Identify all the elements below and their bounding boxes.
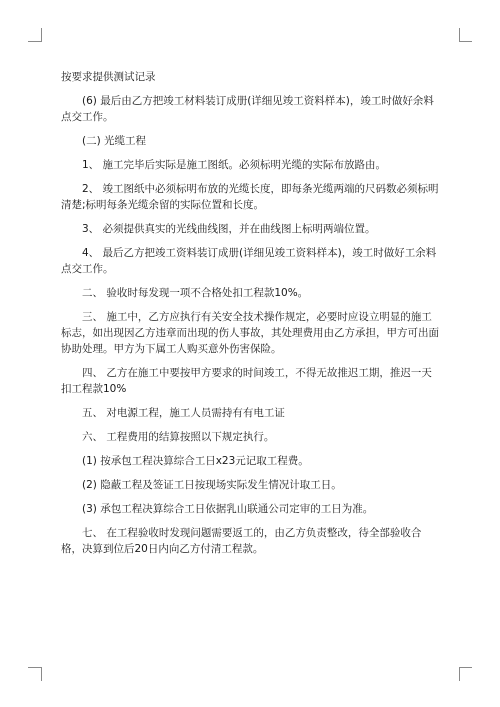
section-heading: (二) 光缆工程 (82, 135, 147, 147)
paragraph: (6) 最后由乙方把竣工材料装订成册(详细见竣工资料样本)，竣工时做好余料点交工作。 (61, 95, 434, 123)
list-item: (3) 承包工程决算综合工日依据乳山联通公司定审的工日为准。 (82, 503, 374, 515)
paragraph: 四、 乙方在施工中要按甲方要求的时间竣工，不得无故推迟工期，推迟一天扣工程款10% (61, 367, 432, 395)
paragraph: 4、 最后乙方把竣工资料装订成册(详细见竣工资料样本)，竣工时做好工余料点交工作。 (61, 247, 437, 275)
list-item: (1) 按承包工程决算综合工日x23元记取工程费。 (82, 455, 309, 467)
crop-mark-top-right-h (459, 41, 472, 42)
crop-mark-bottom-left-v (41, 667, 42, 681)
crop-mark-top-left-v (41, 28, 42, 42)
crop-mark-bottom-right-h (459, 667, 472, 668)
crop-mark-bottom-left-h (28, 667, 41, 668)
crop-mark-top-left-h (28, 41, 41, 42)
paragraph: 七、 在工程验收时发现问题需要返工的，由乙方负责整改，待全部验收合格，决算到位后20日内向乙方付清工程款。 (61, 527, 422, 555)
paragraph: 三、 施工中，乙方应执行有关安全技术操作规定，必要时应设立明显的施工标志，如出现因乙方违章而出现的伤人事故，其处理费用由乙方承担，甲方可出面协助处理。甲方为下属工人购买意外伤害保险。 (61, 311, 439, 355)
paragraph: 六、 工程费用的结算按照以下规定执行。 (82, 431, 275, 443)
crop-mark-bottom-right-v (459, 667, 460, 681)
paragraph: 1、 施工完毕后实际是施工图纸。必须标明光缆的实际布放路由。 (82, 159, 387, 171)
document-body (61, 69, 441, 565)
crop-mark-top-right-v (459, 28, 460, 42)
list-item: (2) 隐蔽工程及签证工日按现场实际发生情况计取工日。 (82, 479, 342, 491)
paragraph: 五、 对电源工程，施工人员需持有有电工证 (82, 407, 285, 419)
paragraph: 3、 必须提供真实的光线曲线图，并在曲线图上标明两端位置。 (82, 223, 376, 235)
paragraph: 二、 验收时每发现一项不合格处扣工程款10%。 (82, 287, 309, 299)
paragraph: 2、 竣工图纸中必须标明布放的光缆长度，即每条光缆两端的尺码数必须标明清楚;标明每条光缆余留的实际位置和长度。 (61, 183, 439, 211)
paragraph: 按要求提供测试记录 (61, 71, 156, 83)
